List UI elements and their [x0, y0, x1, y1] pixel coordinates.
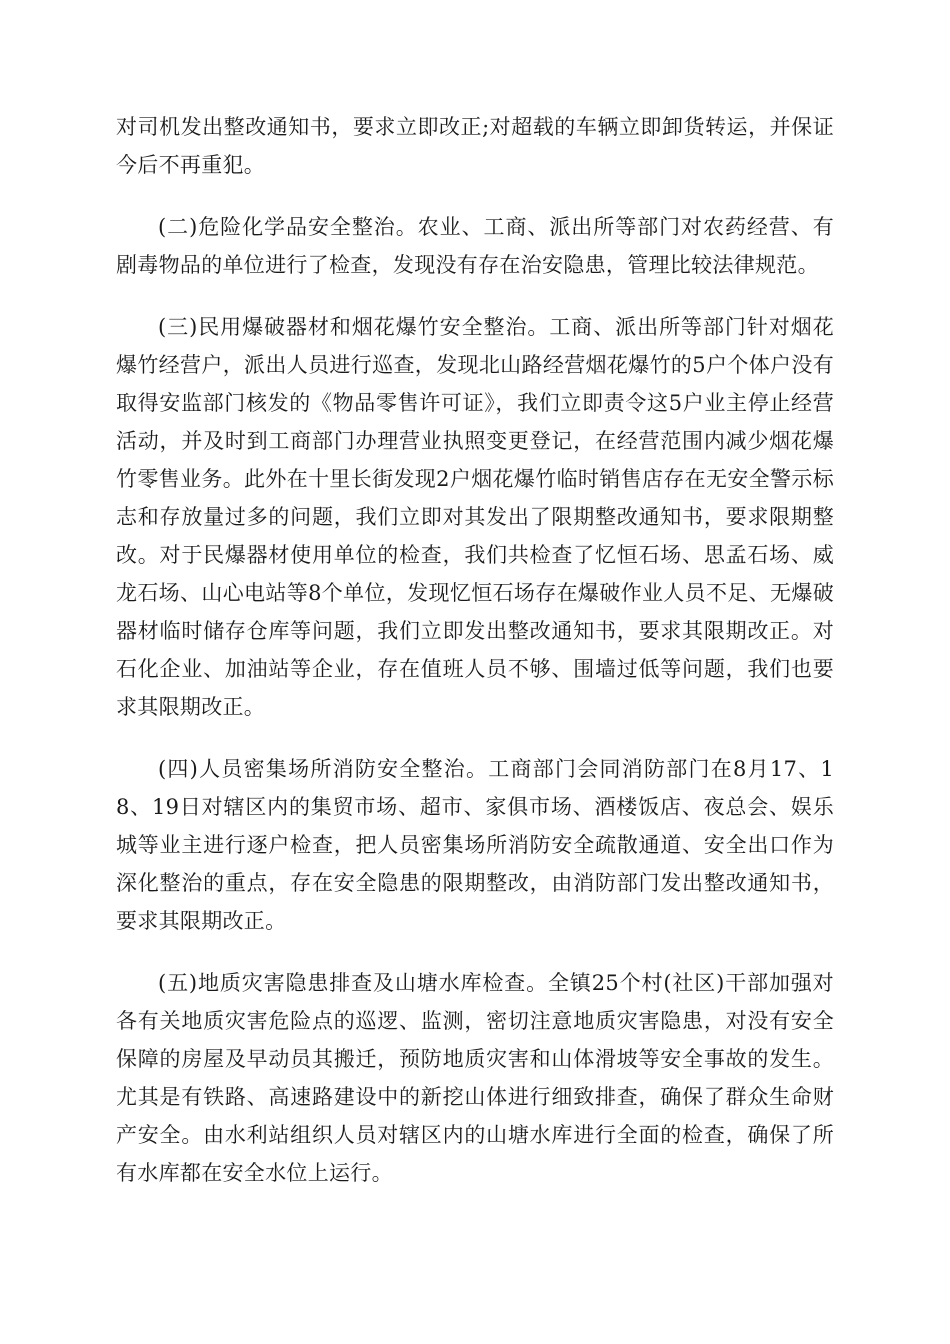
paragraph-continuation: 对司机发出整改通知书，要求立即改正;对超载的车辆立即卸货转运，并保证今后不再重犯。: [116, 115, 834, 177]
paragraph-hazardous-chemicals: (二)危险化学品安全整治。农业、工商、派出所等部门对农药经营、有剧毒物品的单位进行了检查，发现没有存在治安隐患，管理比较法律规范。: [116, 215, 834, 277]
paragraph-explosives-fireworks: (三)民用爆破器材和烟花爆竹安全整治。工商、派出所等部门针对烟花爆竹经营户，派出人员进行巡查，发现北山路经营烟花爆竹的5户个体户没有取得安监部门核发的《物品零售许可证》，我们立即责令这5户业主停止经营活动，并及时到工商部门办理营业执照变更登记，在经营范围内减少烟花爆竹零售业务。此外在十里长街发现2户烟花爆竹临时销售店存在无安全警示标志和存放量过多的问题，我们立即对其发出了限期整改通知书，要求限期整改。对于民爆器材使用单位的检查，我们共检查了忆恒石场、思孟石场、威龙石场、山心电站等8个单位，发现忆恒石场存在爆破作业人员不足、无爆破器材临时储存仓库等问题，我们立即发出整改通知书，要求其限期改正。对石化企业、加油站等企业，存在值班人员不够、围墙过低等问题，我们也要求其限期改正。: [116, 315, 834, 719]
paragraph-crowded-places-fire-safety: (四)人员密集场所消防安全整治。工商部门会同消防部门在8月17、18、19日对辖区内的集贸市场、超市、家俱市场、酒楼饭店、夜总会、娱乐城等业主进行逐户检查，把人员密集场所消防安全疏散通道、安全出口作为深化整治的重点，存在安全隐患的限期整改，由消防部门发出整改通知书，要求其限期改正。: [116, 757, 834, 933]
document-body: [116, 108, 834, 1216]
paragraph-geological-hazards-reservoirs: (五)地质灾害隐患排查及山塘水库检查。全镇25个村(社区)干部加强对各有关地质灾害危险点的巡逻、监测，密切注意地质灾害隐患，对没有安全保障的房屋及早动员其搬迁，预防地质灾害和山体滑坡等安全事故的发生。尤其是有铁路、高速路建设中的新挖山体进行细致排查，确保了群众生命财产安全。由水利站组织人员对辖区内的山塘水库进行全面的检查，确保了所有水库都在安全水位上运行。: [116, 971, 834, 1185]
